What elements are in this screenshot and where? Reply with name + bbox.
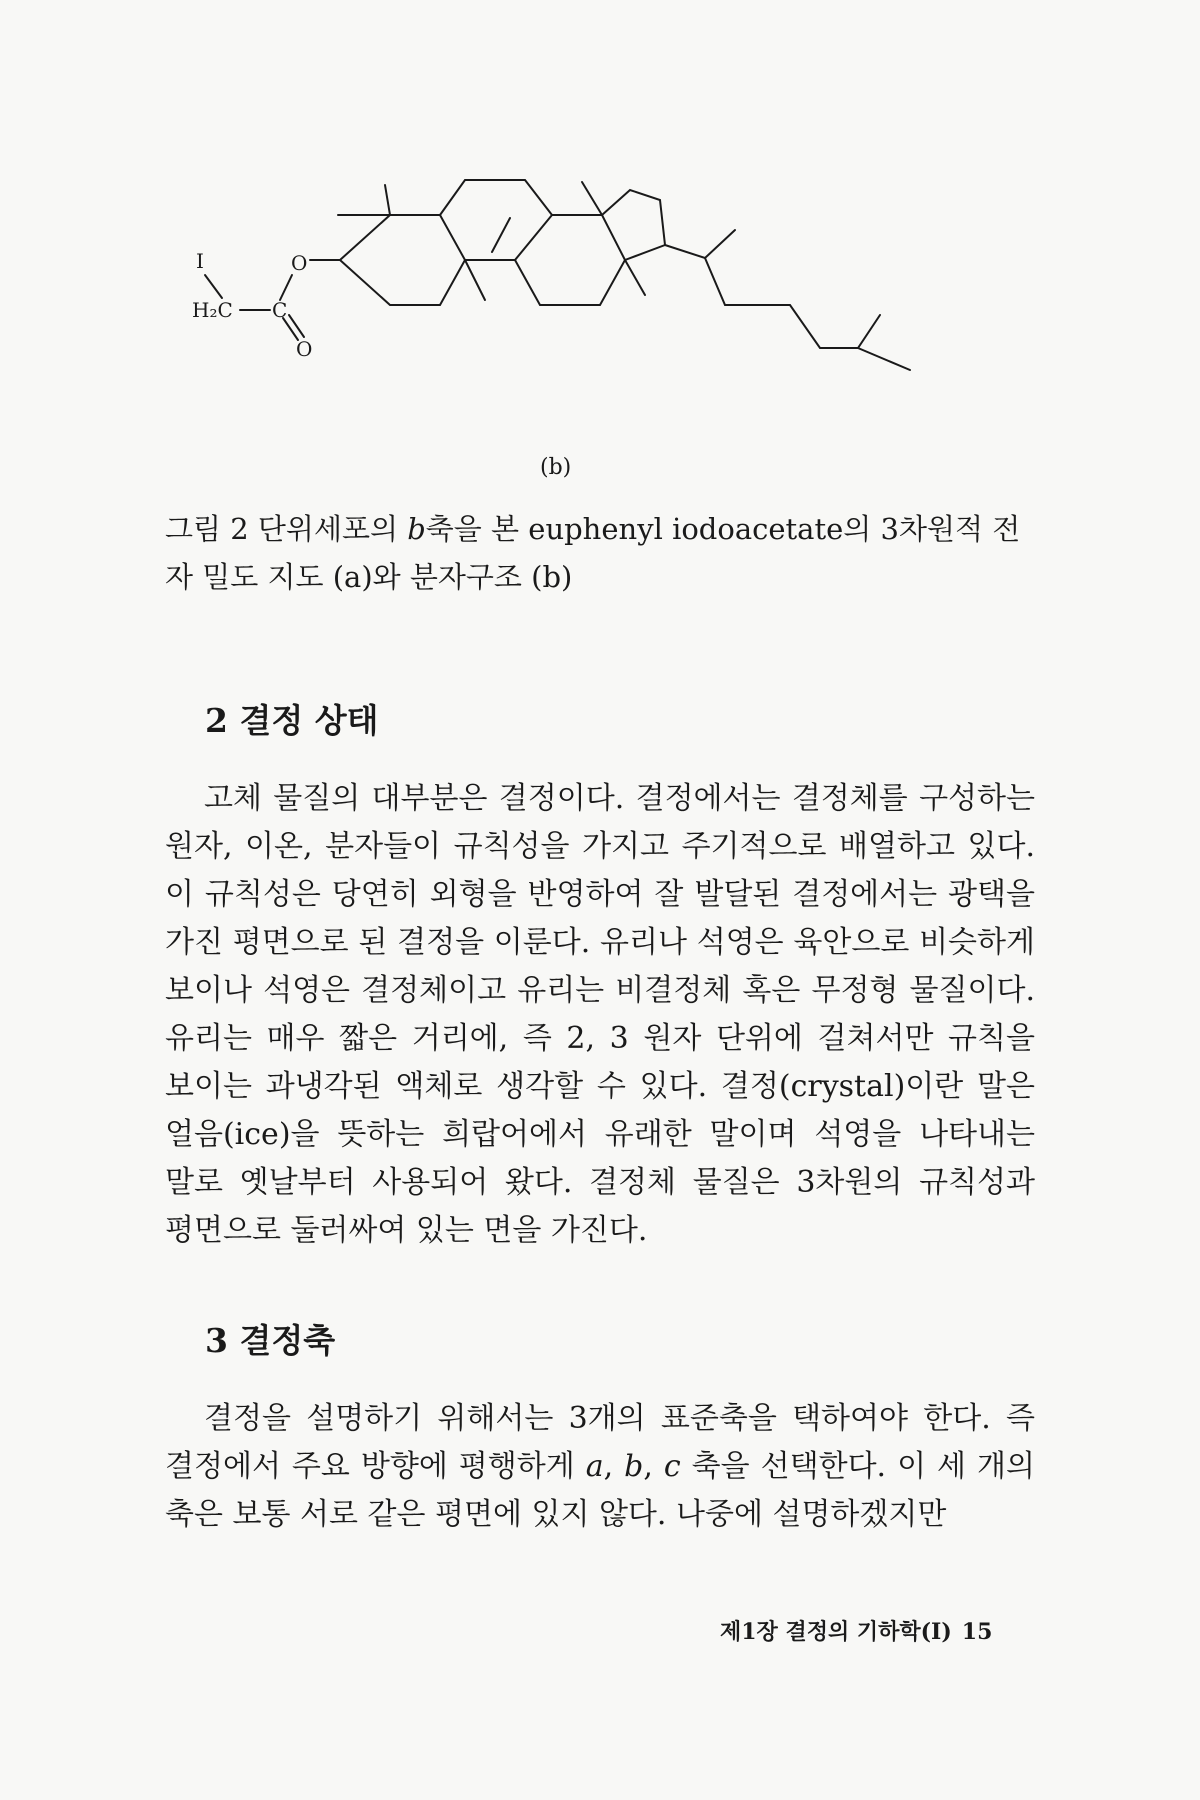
section-2-heading: 2 결정 상태: [205, 701, 379, 740]
section-3-text-a: 결정을 설명하기 위해서는 3개의 표준축을 택하여야 한다. 즉 결정에서 주요 방향에 평행하게: [165, 1401, 1035, 1484]
axis-sep-1: ,: [603, 1449, 625, 1484]
caption-text: 축을 본 euphenyl iodoacetate의 3차원적 전자 밀도 지도 (a)와 분자구조 (b): [165, 512, 1021, 594]
caption-axis: b: [407, 512, 426, 546]
atom-carbonyl-oxygen: O: [296, 337, 313, 361]
running-footer: [720, 1615, 992, 1646]
ring-c: [515, 215, 625, 305]
atom-ch2: H₂C: [192, 298, 233, 322]
atom-iodine: I: [196, 249, 204, 273]
figure-sublabel: (b): [540, 455, 572, 480]
section-3-paragraph: [165, 1395, 1035, 1539]
section-3-heading: 3 결정축: [205, 1321, 336, 1360]
caption-prefix: 그림 2 단위세포의: [165, 512, 408, 546]
figure-caption: [165, 505, 1035, 601]
running-title: 제1장 결정의 기하학(I): [720, 1619, 952, 1645]
side-chain: [665, 230, 735, 258]
axis-a: a: [585, 1449, 604, 1484]
section-3-text-b: 축을 선택한다. 이 세 개의 축은 보통 서로 같은 평면에 있지 않다. 나중에 설명하겠지만: [165, 1449, 1035, 1532]
axis-c: c: [663, 1449, 681, 1484]
atom-ester-oxygen: O: [291, 251, 308, 275]
section-2-paragraph: 고체 물질의 대부분은 결정이다. 결정에서는 결정체를 구성하는 원자, 이온, 분자들이 규칙성을 가지고 주기적으로 배열하고 있다. 이 규칙성은 당연히 외형을 반영하여 잘 발달된 결정에서는 광택을 가진 평면으로 된 결정을 이룬다. 유리나 석영은 육안으로 비슷하게 보이나 석영은 결정체이고 유리는 비결정체 혹은 무정형 물질이다. 유리는 매우 짧은 거리에, 즉 2, 3 원자 단위에 걸쳐서만 규칙을 보이는 과냉각된 액체로 생각할 수 있다. 결정(crystal)이란 말은 얼음(ice)을 뜻하는 희랍어에서 유래한 말이며 석영을 나타내는 말로 옛날부터 사용되어 왔다. 결정체 물질은 3차원의 규칙성과 평면으로 둘러싸여 있는 면을 가진다.: [165, 781, 1035, 1248]
ring-b: [440, 180, 552, 260]
ring-a: [340, 215, 465, 305]
ring-d: [602, 190, 665, 260]
axis-b: b: [624, 1449, 644, 1484]
molecular-structure-diagram: [180, 170, 1020, 470]
atom-carbon: C: [272, 298, 288, 322]
axis-sep-2: ,: [643, 1449, 664, 1484]
page-number: 15: [961, 1619, 993, 1645]
